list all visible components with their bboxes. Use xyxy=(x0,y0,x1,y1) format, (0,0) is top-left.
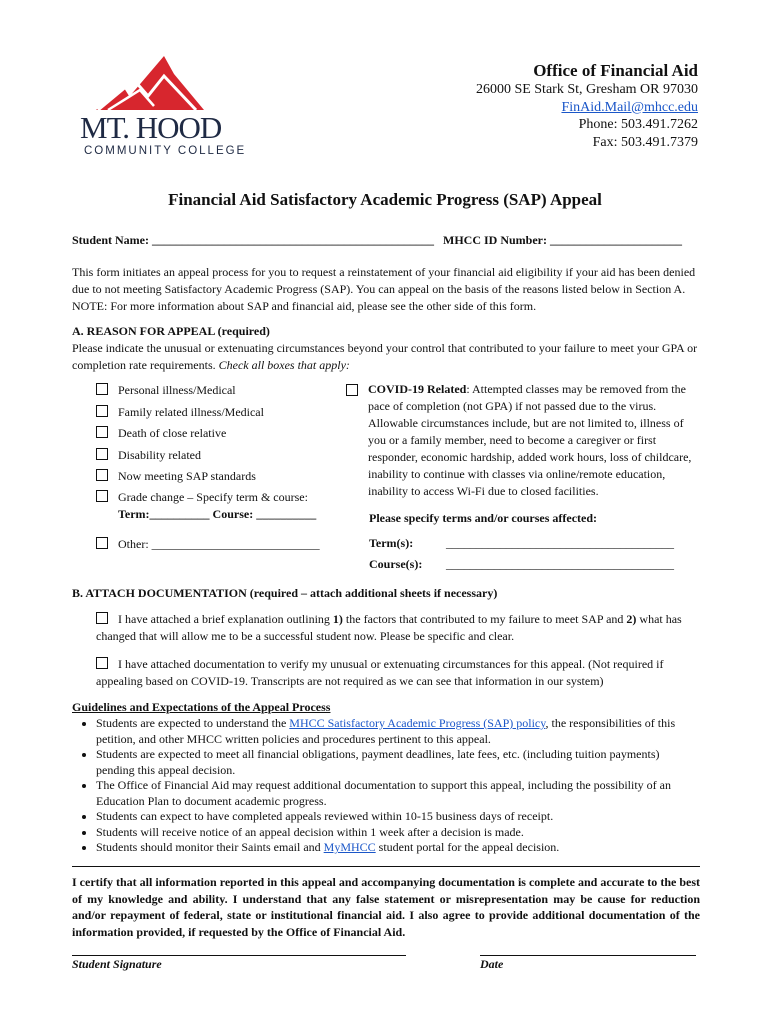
checkbox[interactable] xyxy=(96,383,108,395)
list-item: • Students can expect to have completed appeals reviewed within 10-15 business days of receipt. xyxy=(96,809,700,825)
checkbox[interactable] xyxy=(96,657,108,669)
list-item: • Students are expected to understand the MHCC Satisfactory Academic Progress (SAP) policy, the responsibilities of this petition, and other MHCC written policies and procedures pertinent to this appeal. xyxy=(96,716,700,747)
reason-option[interactable]: Death of close relative xyxy=(96,425,226,442)
terms-field[interactable]: ______________________________________ xyxy=(446,536,674,550)
checkbox[interactable] xyxy=(96,405,108,417)
divider xyxy=(72,866,700,867)
logo-wordmark: MT. HOOD xyxy=(80,110,222,145)
reason-option[interactable]: Grade change – Specify term & course: xyxy=(96,489,308,506)
list-item: • Students will receive notice of an appeal decision within 1 week after a decision is made. xyxy=(96,825,700,841)
mhcc-id-label: MHCC ID Number: xyxy=(443,233,547,247)
checkbox[interactable] xyxy=(346,384,358,396)
date-label: Date xyxy=(480,957,504,971)
section-a-instructions: Please indicate the unusual or extenuating circumstances beyond your control that contributed to your failure to meet your GPA or completion rate requirements. Check all boxes that apply: xyxy=(72,341,698,372)
office-phone: Phone: 503.491.7262 xyxy=(578,117,698,132)
courses-field[interactable]: ______________________________________ xyxy=(446,557,674,571)
office-email-link[interactable]: FinAid.Mail@mhcc.edu xyxy=(561,99,698,115)
reason-option[interactable]: Now meeting SAP standards xyxy=(96,468,256,485)
form-title: Financial Aid Satisfactory Academic Progress (SAP) Appeal xyxy=(168,190,602,209)
student-name-field[interactable]: _______________________________________________ xyxy=(152,233,434,247)
covid-specify-label: Please specify terms and/or courses affected: xyxy=(369,511,598,525)
reason-option[interactable]: Disability related xyxy=(96,447,201,464)
mymhcc-link[interactable]: MyMHCC xyxy=(323,840,376,854)
guidelines-heading: Guidelines and Expectations of the Appeal Process xyxy=(72,700,331,714)
checkbox[interactable] xyxy=(96,469,108,481)
section-a-heading: A. REASON FOR APPEAL (required) xyxy=(72,324,270,338)
doc-option-verification[interactable]: I have attached documentation to verify my unusual or extenuating circumstances for this appeal. (Not required if appealing based on COVID-19. Transcripts are not required as we can see that information in our system) xyxy=(96,657,664,688)
sap-policy-link[interactable]: MHCC Satisfactory Academic Progress (SAP) policy xyxy=(289,716,546,730)
office-fax: Fax: 503.491.7379 xyxy=(592,134,698,150)
mhcc-id-field[interactable]: ______________________ xyxy=(550,233,682,247)
reason-option[interactable]: Personal illness/Medical xyxy=(96,382,236,399)
section-a-instructions-italic: Check all boxes that apply: xyxy=(218,358,350,372)
checkbox[interactable] xyxy=(96,448,108,460)
section-b-heading: B. ATTACH DOCUMENTATION (required – attach additional sheets if necessary) xyxy=(72,586,498,600)
checkbox[interactable] xyxy=(96,490,108,502)
date-line[interactable] xyxy=(480,955,696,956)
grade-change-fields[interactable]: Term:__________ Course: __________ xyxy=(118,507,317,521)
office-contact-block xyxy=(476,60,698,151)
reason-option-other[interactable]: Other: ____________________________ xyxy=(96,536,320,553)
list-item: • Students should monitor their Saints email and MyMHCC student portal for the appeal decision. xyxy=(96,840,700,856)
intro-paragraph: This form initiates an appeal process for you to request a reinstatement of your financial aid eligibility if your aid has been denied due to not meeting Satisfactory Academic Progress (SAP). You can appeal on the basis of the reasons listed below in Section A. NOTE: For more information about SAP and financial aid, please see the other side of this form. xyxy=(72,265,696,313)
student-info-row xyxy=(72,233,700,248)
college-logo xyxy=(78,52,253,162)
courses-label: Course(s): xyxy=(369,557,423,571)
office-title: Office of Financial Aid xyxy=(533,61,698,80)
doc-option-explanation[interactable]: I have attached a brief explanation outlining 1) the factors that contributed to my failure to meet SAP and 2) what has changed that will allow me to be a successful student now. Please be specific and clear. xyxy=(96,612,682,643)
signature-line[interactable] xyxy=(72,955,406,956)
office-address: 26000 SE Stark St, Gresham OR 97030 xyxy=(475,82,698,97)
certification-statement: I certify that all information reported in this appeal and accompanying documentation is complete and accurate to the best of my knowledge and ability. I understand that any false statement or misrepresentation may be cause for reduction and/or repayment of federal, state or institutional financial aid. I also agree to provide additional documentation of the information provided, if requested by the Office of Financial Aid. xyxy=(72,875,700,939)
list-item: • The Office of Financial Aid may request additional documentation to support this appeal, including the possibility of an Education Plan to document academic progress. xyxy=(96,778,700,809)
covid-label: COVID-19 Related xyxy=(368,382,467,396)
logo-subtitle: COMMUNITY COLLEGE xyxy=(84,145,247,157)
guidelines-list xyxy=(72,716,700,856)
covid-description: : Attempted classes may be removed from the pace of completion (not GPA) if not passed due to the virus. Allowable circumstances include, but are not limited to, illness of you or a family member, need to become a caregiver or first responder, economic hardship, added work hours, loss of childcare, inability to continue with classes via online/remote education, inability to access Wi-Fi due to closed facilities. xyxy=(368,382,692,498)
signature-label: Student Signature xyxy=(72,957,162,971)
terms-label: Term(s): xyxy=(369,536,414,550)
student-name-label: Student Name: xyxy=(72,233,149,247)
reason-option[interactable]: Family related illness/Medical xyxy=(96,404,264,421)
checkbox[interactable] xyxy=(96,426,108,438)
mountain-logo-icon xyxy=(78,52,253,112)
list-item: • Students are expected to meet all financial obligations, payment deadlines, late fees, etc. (including tuition payments) pending this appeal decision. xyxy=(96,747,700,778)
checkbox[interactable] xyxy=(96,537,108,549)
section-a xyxy=(72,323,700,374)
covid-option[interactable] xyxy=(346,381,698,500)
checkbox[interactable] xyxy=(96,612,108,624)
